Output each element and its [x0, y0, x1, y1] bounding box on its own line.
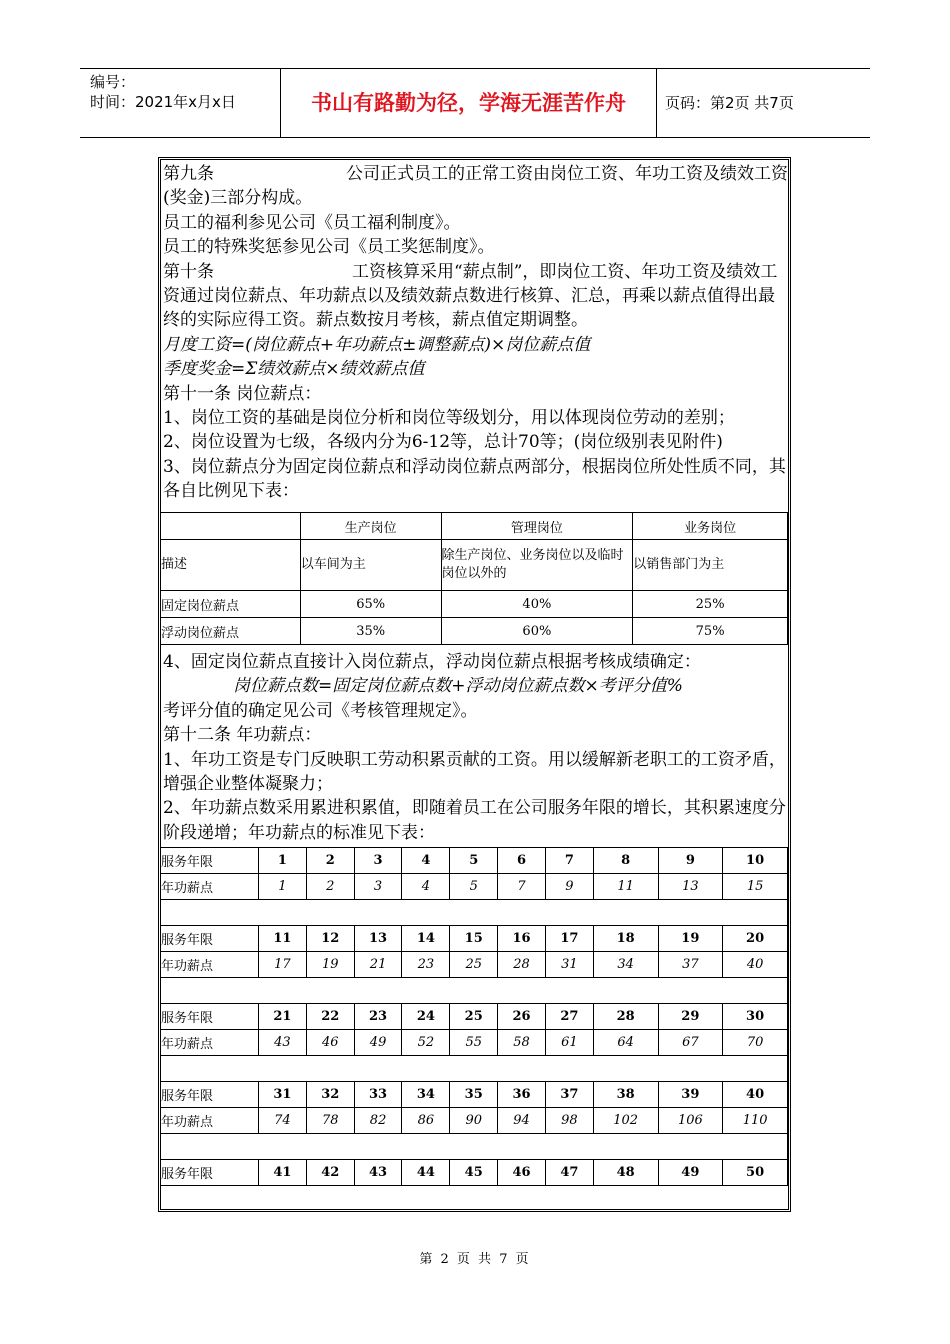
spacer-cell: [161, 1134, 788, 1160]
year-cell: 18: [593, 926, 658, 952]
header-cell-production: 生产岗位: [300, 513, 441, 540]
header-meta: [80, 69, 280, 137]
points-cell: 86: [402, 1108, 450, 1134]
year-cell: 37: [545, 1082, 593, 1108]
year-cell: 19: [658, 926, 723, 952]
points-cell: 19: [306, 952, 354, 978]
years-label: 服务年限: [161, 848, 259, 874]
year-cell: 44: [402, 1160, 450, 1186]
article-11-p4: 4、固定岗位薪点直接计入岗位薪点，浮动岗位薪点根据考核成绩确定：: [163, 652, 701, 672]
year-cell: 15: [450, 926, 498, 952]
formula-quarterly: 季度奖金=Σ绩效薪点×绩效薪点值: [163, 359, 425, 380]
year-cell: 8: [593, 848, 658, 874]
points-cell: 5: [450, 874, 498, 900]
reward-note: 员工的特殊奖惩参见公司《员工奖惩制度》。: [163, 237, 495, 258]
table-header-row: [161, 513, 788, 540]
year-cell: 1: [259, 848, 307, 874]
table-row: [161, 1160, 788, 1186]
desc-cell: 除生产岗位、业务岗位以及临时岗位以外的: [441, 540, 633, 591]
points-cell: 43: [259, 1030, 307, 1056]
table-row: [161, 591, 788, 618]
year-cell: 6: [498, 848, 546, 874]
fixed-label: 固定岗位薪点: [161, 591, 301, 618]
year-cell: 13: [354, 926, 402, 952]
year-cell: 21: [259, 1004, 307, 1030]
year-cell: 14: [402, 926, 450, 952]
article-9: [163, 162, 788, 211]
year-cell: 22: [306, 1004, 354, 1030]
points-cell: 2: [306, 874, 354, 900]
table-row: [161, 874, 788, 900]
year-cell: 3: [354, 848, 402, 874]
points-cell: 90: [450, 1108, 498, 1134]
years-label: 服务年限: [161, 1082, 259, 1108]
points-cell: 4: [402, 874, 450, 900]
points-label: 年功薪点: [161, 1108, 259, 1134]
article-11-p2: 2、岗位设置为七级，各级内分为6-12等，总计70等；(岗位级别表见附件): [163, 432, 723, 453]
points-cell: 9: [545, 874, 593, 900]
points-cell: 25: [450, 952, 498, 978]
years-label: 服务年限: [161, 1004, 259, 1030]
number-label: 编号：: [90, 73, 136, 91]
header-cell-business: 业务岗位: [633, 513, 788, 540]
desc-cell: 以销售部门为主: [633, 540, 788, 591]
art10-title: 第十条: [163, 261, 214, 282]
points-cell: 3: [354, 874, 402, 900]
year-cell: 10: [723, 848, 788, 874]
year-cell: 16: [498, 926, 546, 952]
float-cell: 60%: [441, 618, 633, 645]
year-cell: 31: [259, 1082, 307, 1108]
year-cell: 48: [593, 1160, 658, 1186]
time-label: 时间：2021年x月x日: [90, 93, 236, 111]
position-ratio-table: [160, 512, 788, 645]
year-cell: 49: [658, 1160, 723, 1186]
points-cell: 17: [259, 952, 307, 978]
table-row: [161, 926, 788, 952]
article-10: [163, 260, 788, 333]
year-cell: 41: [259, 1160, 307, 1186]
spacer-cell: [161, 1056, 788, 1082]
points-cell: 102: [593, 1108, 658, 1134]
year-cell: 24: [402, 1004, 450, 1030]
art10-text: 工资核算采用“薪点制”，即岗位工资、年功工资及绩效工资通过岗位薪点、年功薪点以及绩效薪点数进行核算、汇总，再乘以薪点值得出最终的实际应得工资。薪点数按月考核，薪点值定期调整。: [163, 261, 778, 331]
points-cell: 31: [545, 952, 593, 978]
points-cell: 58: [498, 1030, 546, 1056]
year-cell: 29: [658, 1004, 723, 1030]
year-cell: 26: [498, 1004, 546, 1030]
year-cell: 40: [723, 1082, 788, 1108]
year-cell: 35: [450, 1082, 498, 1108]
points-label: 年功薪点: [161, 874, 259, 900]
year-cell: 9: [658, 848, 723, 874]
spacer-row: [161, 978, 788, 1004]
eval-note: 考评分值的确定见公司《考核管理规定》。: [163, 700, 478, 721]
art9-title: 第九条: [163, 164, 214, 184]
spacer-cell: [161, 978, 788, 1004]
year-cell: 2: [306, 848, 354, 874]
points-cell: 70: [723, 1030, 788, 1056]
spacer-row: [161, 1056, 788, 1082]
table-row: [161, 1030, 788, 1056]
points-cell: 15: [723, 874, 788, 900]
year-cell: 7: [545, 848, 593, 874]
page-footer: 第 2 页 共 7 页: [419, 1252, 531, 1267]
year-cell: 34: [402, 1082, 450, 1108]
formula-monthly: 月度工资=(岗位薪点+年功薪点±调整薪点)×岗位薪点值: [163, 334, 591, 355]
points-cell: 1: [259, 874, 307, 900]
welfare-note: 员工的福利参见公司《员工福利制度》。: [163, 212, 461, 233]
year-cell: 50: [723, 1160, 788, 1186]
spacer-cell: [161, 900, 788, 926]
year-cell: 43: [354, 1160, 402, 1186]
year-cell: 47: [545, 1160, 593, 1186]
points-cell: 52: [402, 1030, 450, 1056]
article-12-title: 第十二条 年功薪点：: [163, 725, 322, 746]
points-cell: 94: [498, 1108, 546, 1134]
float-cell: 35%: [300, 618, 441, 645]
year-cell: 23: [354, 1004, 402, 1030]
year-cell: 38: [593, 1082, 658, 1108]
year-cell: 36: [498, 1082, 546, 1108]
year-cell: 30: [723, 1004, 788, 1030]
page-info: 页码：第2页 共7页: [665, 94, 794, 112]
table-row: [161, 618, 788, 645]
year-cell: 4: [402, 848, 450, 874]
fixed-cell: 65%: [300, 591, 441, 618]
header-cell-management: 管理岗位: [441, 513, 633, 540]
year-cell: 17: [545, 926, 593, 952]
year-cell: 28: [593, 1004, 658, 1030]
points-cell: 98: [545, 1108, 593, 1134]
points-cell: 82: [354, 1108, 402, 1134]
article-12-p1: 1、年功工资是专门反映职工劳动积累贡献的工资。用以缓解新老职工的工资矛盾，增强企业整体凝聚力；: [163, 749, 786, 795]
points-label: 年功薪点: [161, 1030, 259, 1056]
table-row: [161, 848, 788, 874]
fixed-cell: 40%: [441, 591, 633, 618]
article-11-p3: 3、岗位薪点分为固定岗位薪点和浮动岗位薪点两部分，根据岗位所处性质不同，其各自比例见下表：: [163, 456, 786, 502]
fixed-cell: 25%: [633, 591, 788, 618]
spacer-row: [161, 1134, 788, 1160]
table-row: [161, 1082, 788, 1108]
points-cell: 64: [593, 1030, 658, 1056]
desc-label: 描述: [161, 540, 301, 591]
points-cell: 7: [498, 874, 546, 900]
points-cell: 49: [354, 1030, 402, 1056]
year-cell: 20: [723, 926, 788, 952]
art9-text: 公司正式员工的正常工资由岗位工资、年功工资及绩效工资(奖金)三部分构成。: [163, 164, 788, 209]
points-cell: 34: [593, 952, 658, 978]
years-label: 服务年限: [161, 1160, 259, 1186]
year-cell: 45: [450, 1160, 498, 1186]
page-header: [80, 68, 870, 138]
table-row: [161, 1004, 788, 1030]
points-cell: 40: [723, 952, 788, 978]
text-block-articles-9-11: [163, 162, 788, 504]
article-11-p1: 1、岗位工资的基础是岗位分析和岗位等级划分，用以体现岗位劳动的差别；: [163, 408, 735, 429]
year-cell: 27: [545, 1004, 593, 1030]
year-cell: 32: [306, 1082, 354, 1108]
text-block-articles-11-12: [163, 650, 788, 845]
year-cell: 12: [306, 926, 354, 952]
year-cell: 46: [498, 1160, 546, 1186]
desc-cell: 以车间为主: [300, 540, 441, 591]
article-11-title: 第十一条 岗位薪点：: [163, 383, 322, 404]
float-cell: 75%: [633, 618, 788, 645]
points-cell: 13: [658, 874, 723, 900]
year-cell: 33: [354, 1082, 402, 1108]
points-cell: 106: [658, 1108, 723, 1134]
float-label: 浮动岗位薪点: [161, 618, 301, 645]
year-cell: 25: [450, 1004, 498, 1030]
points-label: 年功薪点: [161, 952, 259, 978]
points-cell: 28: [498, 952, 546, 978]
points-cell: 55: [450, 1030, 498, 1056]
points-cell: 37: [658, 952, 723, 978]
header-motto: 书山有路勤为径，学海无涯苦作舟: [280, 69, 657, 137]
points-cell: 74: [259, 1108, 307, 1134]
years-label: 服务年限: [161, 926, 259, 952]
points-cell: 110: [723, 1108, 788, 1134]
year-cell: 11: [259, 926, 307, 952]
formula-position: 岗位薪点数=固定岗位薪点数+浮动岗位薪点数×考评分值%: [233, 676, 683, 697]
points-cell: 67: [658, 1030, 723, 1056]
points-cell: 11: [593, 874, 658, 900]
year-cell: 39: [658, 1082, 723, 1108]
article-12-p2: 2、年功薪点数采用累进积累值，即随着员工在公司服务年限的增长，其积累速度分阶段递增；年功薪点的标准见下表：: [163, 798, 786, 843]
table-row: [161, 1108, 788, 1134]
points-cell: 23: [402, 952, 450, 978]
points-cell: 78: [306, 1108, 354, 1134]
points-cell: 46: [306, 1030, 354, 1056]
year-cell: 42: [306, 1160, 354, 1186]
header-cell-empty: [161, 513, 301, 540]
points-cell: 21: [354, 952, 402, 978]
year-cell: 5: [450, 848, 498, 874]
spacer-row: [161, 900, 788, 926]
table-row: [161, 952, 788, 978]
seniority-table: [160, 847, 788, 1186]
points-cell: 61: [545, 1030, 593, 1056]
table-row: [161, 540, 788, 591]
